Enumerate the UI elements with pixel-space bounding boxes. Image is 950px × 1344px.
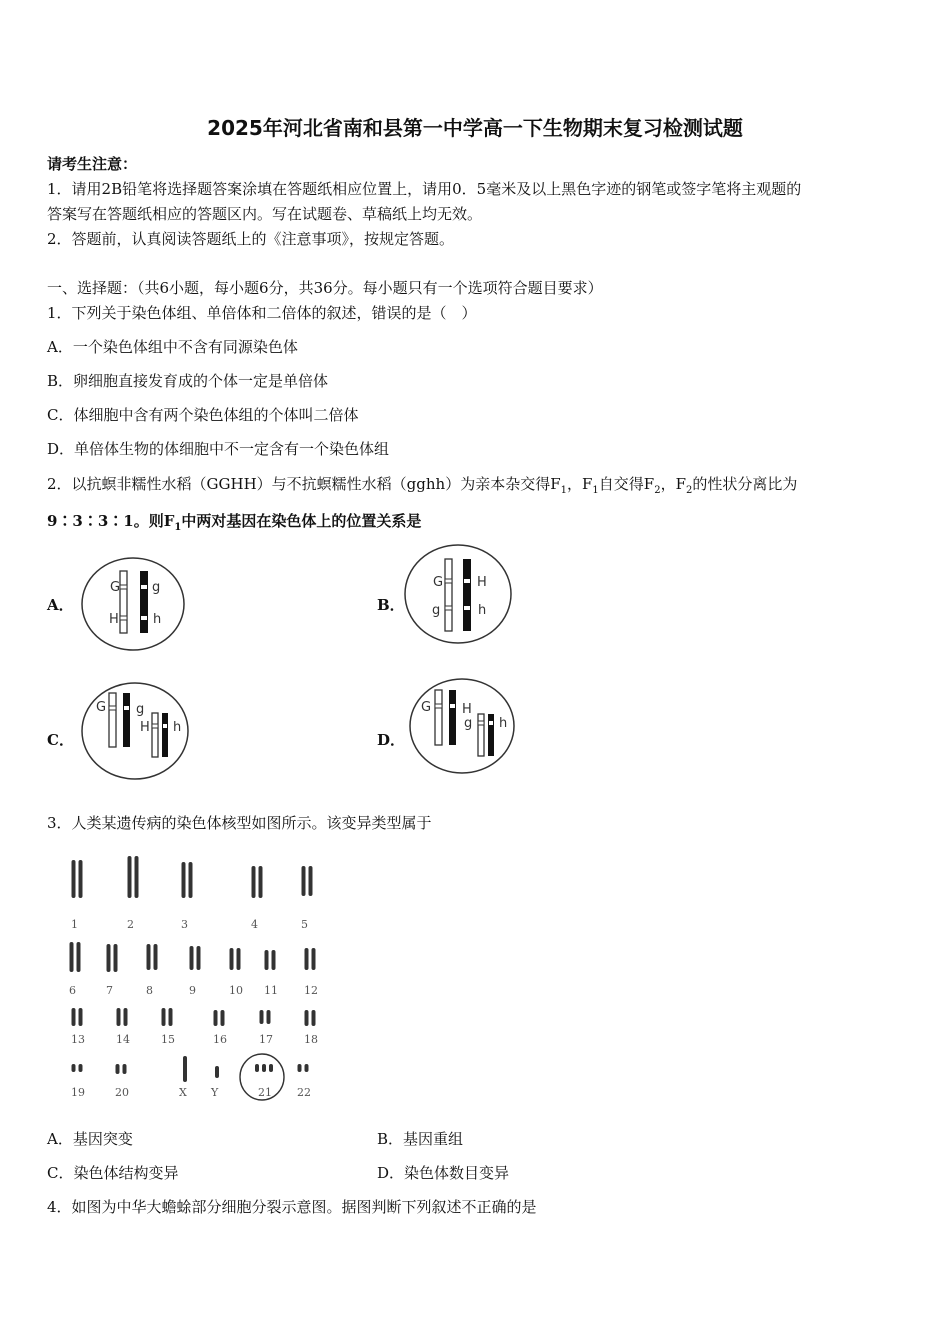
chromosome-Y — [215, 1066, 219, 1078]
karyotype-label-14: 14 — [116, 1033, 130, 1046]
chromosome-2 — [128, 856, 132, 898]
svg-text:h: h — [153, 612, 162, 627]
chromosome-1 — [79, 860, 83, 898]
karyotype-label-13: 13 — [71, 1033, 85, 1046]
section-heading: 一、选择题：（共6小题，每小题6分，共36分。每小题只有一个选项符合题目要求） — [47, 279, 603, 297]
svg-text:g: g — [464, 716, 473, 731]
q1-option-c: C．体细胞中含有两个染色体组的个体叫二倍体 — [47, 406, 359, 424]
chromosome-18 — [305, 1010, 309, 1026]
karyotype-label-21: 21 — [258, 1086, 272, 1099]
notice-line1b: 答案写在答题纸相应的答题区内。写在试题卷、草稿纸上均无效。 — [47, 205, 483, 223]
chromosome-9 — [190, 946, 194, 970]
q2-option-b-diagram — [403, 543, 513, 646]
chromosome-21 — [269, 1064, 273, 1072]
karyotype-label-6: 6 — [69, 984, 76, 997]
chromosome-17 — [260, 1010, 264, 1024]
q2-option-d-diagram — [408, 676, 516, 776]
chromosome-4 — [252, 866, 256, 898]
chromosome-1 — [72, 860, 76, 898]
q1-option-b: B．卵细胞直接发育成的个体一定是单倍体 — [47, 372, 329, 390]
svg-text:H: H — [140, 720, 150, 735]
chromosome-11 — [265, 950, 269, 970]
svg-text:G: G — [433, 575, 444, 590]
karyotype-label-9: 9 — [189, 984, 196, 997]
svg-text:H: H — [462, 702, 472, 717]
karyotype-label-4: 4 — [251, 918, 258, 931]
chromosome-20 — [116, 1064, 120, 1074]
chromosome-13 — [72, 1008, 76, 1026]
chromosome-15 — [162, 1008, 166, 1026]
svg-text:H: H — [109, 612, 119, 627]
svg-text:g: g — [432, 603, 441, 618]
chromosome-2 — [135, 856, 139, 898]
chromosome-14 — [124, 1008, 128, 1026]
notice-line2: 2．答题前，认真阅读答题纸上的《注意事项》，按规定答题。 — [47, 230, 455, 248]
q3-karyotype-image — [55, 850, 335, 1110]
karyotype-label-1: 1 — [71, 918, 78, 931]
karyotype-label-20: 20 — [115, 1086, 129, 1099]
chromosome-22 — [305, 1064, 309, 1072]
chromosome-13 — [79, 1008, 83, 1026]
chromosome-14 — [117, 1008, 121, 1026]
karyotype-label-19: 19 — [71, 1086, 85, 1099]
karyotype-label-17: 17 — [259, 1033, 273, 1046]
karyotype-label-15: 15 — [161, 1033, 175, 1046]
q2-option-c-label: C． — [47, 731, 74, 749]
chromosome-3 — [182, 862, 186, 898]
karyotype-label-16: 16 — [213, 1033, 227, 1046]
chromosome-10 — [230, 948, 234, 970]
chromosome-6 — [70, 942, 74, 972]
svg-text:G: G — [110, 580, 121, 595]
page-title: 2025年河北省南和县第一中学高一下生物期末复习检测试题 — [207, 116, 743, 140]
karyotype-label-18: 18 — [304, 1033, 318, 1046]
q2-option-d-label: D． — [377, 731, 406, 749]
q1-stem: 1．下列关于染色体组、单倍体和二倍体的叙述，错误的是（ ） — [47, 304, 477, 322]
svg-text:h: h — [499, 716, 508, 731]
q3-option-b: B．基因重组 — [377, 1130, 464, 1148]
karyotype-label-5: 5 — [301, 918, 308, 931]
q2-option-a-diagram — [80, 555, 188, 653]
chromosome-12 — [312, 948, 316, 970]
chromosome-19 — [79, 1064, 83, 1072]
chromosome-5 — [309, 866, 313, 896]
q2-stem: 2．以抗螟非糯性水稻（GGHH）与不抗螟糯性水稻（gghh）为亲本杂交得$F_1$，$F_1$自交得$F_2$，$F_2$的性状分离比为 — [47, 475, 798, 496]
svg-text:h: h — [173, 720, 182, 735]
chromosome-9 — [197, 946, 201, 970]
svg-text:G: G — [96, 700, 107, 715]
q4-stem: 4．如图为中华大蟾蜍部分细胞分裂示意图。据图判断下列叙述不正确的是 — [47, 1198, 537, 1216]
chromosome-15 — [169, 1008, 173, 1026]
chromosome-10 — [237, 948, 241, 970]
karyotype-label-X: X — [179, 1086, 187, 1099]
karyotype-label-7: 7 — [106, 984, 113, 997]
chromosome-3 — [189, 862, 193, 898]
chromosome-8 — [147, 944, 151, 970]
karyotype-label-3: 3 — [181, 918, 188, 931]
chromosome-20 — [123, 1064, 127, 1074]
svg-text:H: H — [477, 575, 487, 590]
q1-option-a: A．一个染色体组中不含有同源染色体 — [47, 338, 298, 356]
karyotype-label-2: 2 — [127, 918, 134, 931]
q3-option-d: D．染色体数目变异 — [377, 1164, 510, 1182]
chromosome-8 — [154, 944, 158, 970]
notice-line1a: 1．请用2B铅笔将选择题答案涂填在答题纸相应位置上，请用0．5毫米及以上黑色字迹的钢笔或签字笔将主观题的 — [47, 180, 802, 198]
chromosome-7 — [114, 944, 118, 972]
svg-text:h: h — [478, 603, 487, 618]
q2-option-b-label: B． — [377, 596, 405, 614]
chromosome-X — [183, 1056, 187, 1082]
q3-stem: 3．人类某遗传病的染色体核型如图所示。该变异类型属于 — [47, 814, 432, 832]
chromosome-4 — [259, 866, 263, 898]
karyotype-label-22: 22 — [297, 1086, 311, 1099]
karyotype-label-12: 12 — [304, 984, 318, 997]
chromosome-7 — [107, 944, 111, 972]
q3-option-a: A．基因突变 — [47, 1130, 133, 1148]
q3-option-c: C．染色体结构变异 — [47, 1164, 179, 1182]
notice-heading: 请考生注意： — [47, 155, 138, 173]
q2-option-c-diagram — [80, 680, 190, 782]
chromosome-17 — [267, 1010, 271, 1024]
karyotype-label-8: 8 — [146, 984, 153, 997]
chromosome-16 — [214, 1010, 218, 1026]
chromosome-22 — [298, 1064, 302, 1072]
karyotype-label-11: 11 — [264, 984, 278, 997]
q2-stem-line2: 9∶3∶3∶1。则$F_1$中两对基因在染色体上的位置关系是 — [47, 512, 422, 533]
svg-text:g: g — [136, 702, 145, 717]
chromosome-21 — [262, 1064, 266, 1072]
karyotype-label-Y: Y — [211, 1086, 219, 1099]
chromosome-5 — [302, 866, 306, 896]
chromosome-21 — [255, 1064, 259, 1072]
chromosome-12 — [305, 948, 309, 970]
q2-option-a-label: A． — [47, 596, 74, 614]
chromosome-18 — [312, 1010, 316, 1026]
chromosome-11 — [272, 950, 276, 970]
q1-option-d: D．单倍体生物的体细胞中不一定含有一个染色体组 — [47, 440, 390, 458]
chromosome-16 — [221, 1010, 225, 1026]
svg-text:g: g — [152, 580, 161, 595]
svg-text:G: G — [421, 700, 432, 715]
chromosome-6 — [77, 942, 81, 972]
karyotype-label-10: 10 — [229, 984, 243, 997]
chromosome-19 — [72, 1064, 76, 1072]
